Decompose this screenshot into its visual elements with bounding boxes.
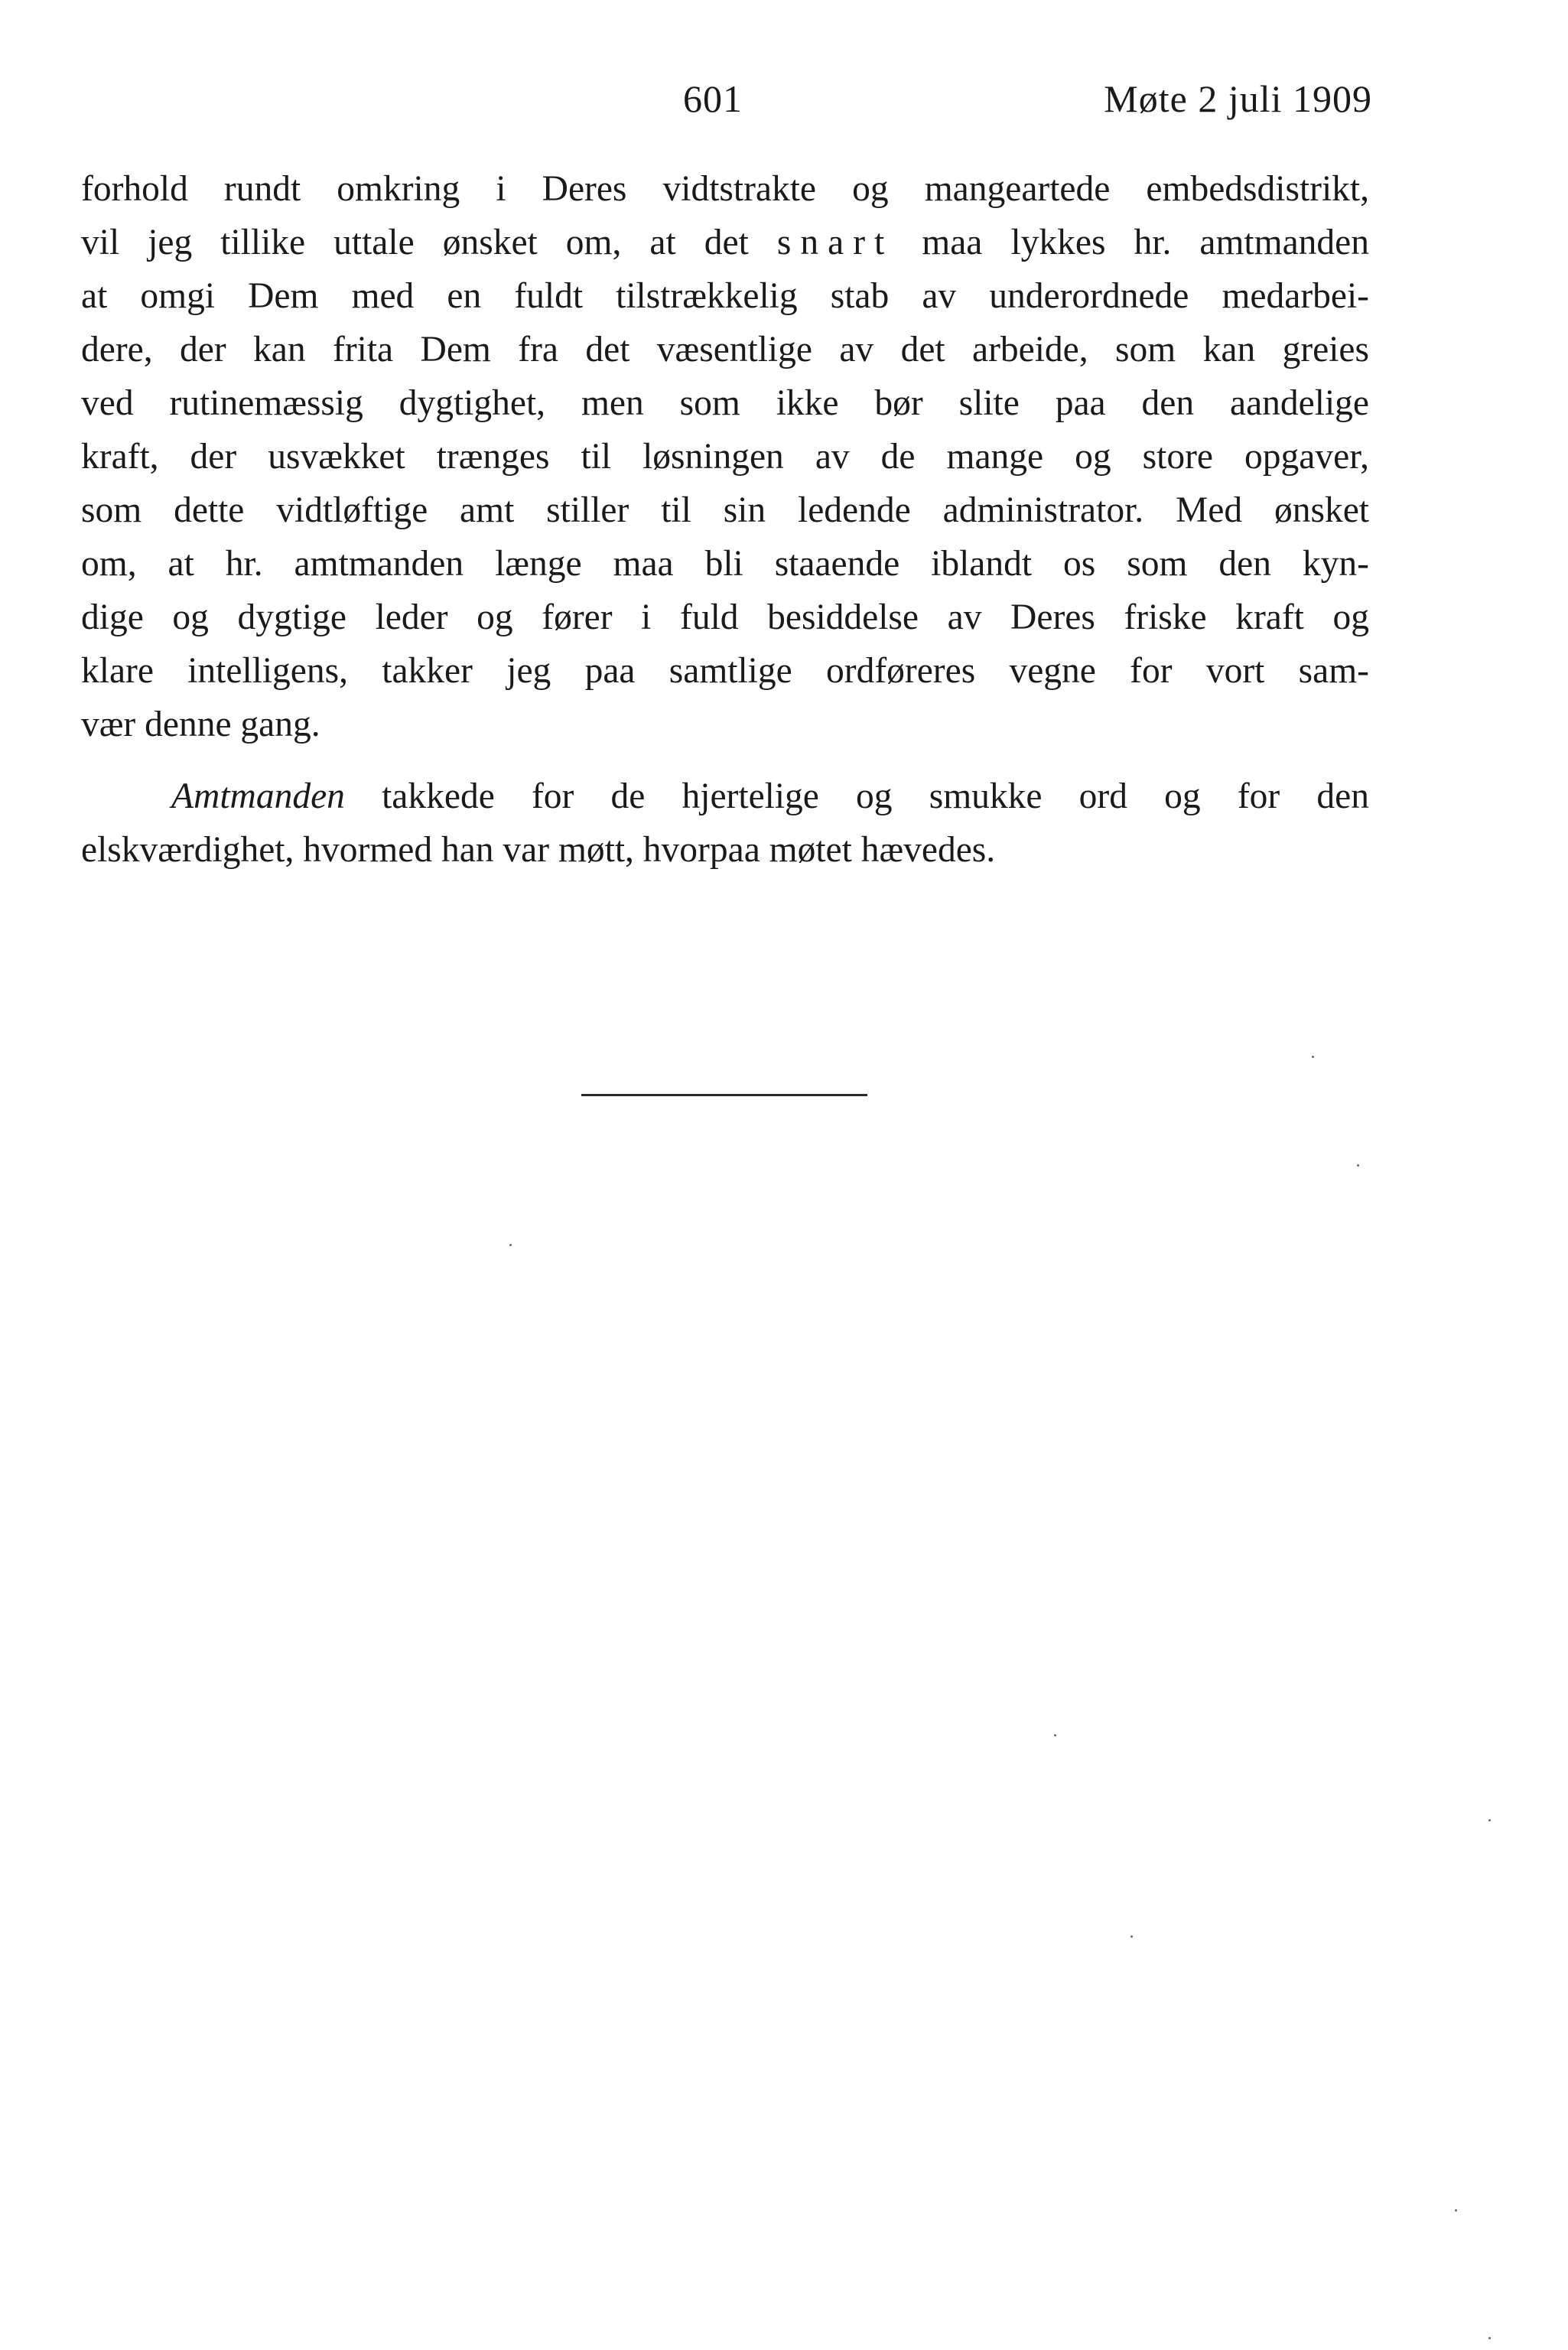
- text-line: om, at hr. amtmanden længe maa bli staaende iblandt os som den kyn-: [81, 544, 1369, 584]
- text-line: [81, 216, 1369, 269]
- paragraph-1: [81, 162, 1369, 751]
- running-head: Møte 2 juli 1909: [1104, 77, 1372, 120]
- scan-speck: [1357, 1164, 1359, 1167]
- scan-speck: [1054, 1734, 1056, 1736]
- text-run: maa lykkes hr. amtmanden: [893, 223, 1369, 262]
- scan-speck: [1488, 2337, 1491, 2339]
- section-divider: [581, 1094, 867, 1096]
- text-line: forhold rundt omkring i Deres vidtstrakte og mangeartede embedsdistrikt,: [81, 169, 1369, 209]
- page-number: 601: [683, 77, 743, 120]
- scan-speck: [1455, 2209, 1457, 2212]
- scan-speck: [1130, 1935, 1133, 1938]
- text-line: [81, 770, 1369, 823]
- text-line: elskværdighet, hvormed han var møtt, hvorpaa møtet hævedes.: [81, 830, 996, 870]
- text-line: ved rutinemæssig dygtighet, men som ikke bør slite paa den aandelige: [81, 383, 1369, 423]
- text-line: vær denne gang.: [81, 705, 320, 744]
- text-run: takkede for de hjertelige og smukke ord og for den: [344, 776, 1369, 816]
- text-line: som dette vidtløftige amt stiller til sin ledende administrator. Med ønsket: [81, 490, 1369, 530]
- scan-speck: [509, 1244, 512, 1246]
- text-line: dige og dygtige leder og fører i fuld besiddelse av Deres friske kraft og: [81, 597, 1369, 637]
- scan-speck: [1312, 1056, 1314, 1058]
- speaker-name: Amtmanden: [171, 776, 345, 816]
- text-line: at omgi Dem med en fuldt tilstrækkelig stab av underordnede medarbei-: [81, 276, 1369, 316]
- text-line: klare intelligens, takker jeg paa samtlige ordføreres vegne for vort sam-: [81, 651, 1369, 691]
- emphasized-word: snart: [776, 223, 894, 262]
- text-line: kraft, der usvækket trænges til løsningen av de mange og store opgaver,: [81, 437, 1369, 477]
- text-run: vil jeg tillike uttale ønsket om, at det: [81, 223, 777, 262]
- paragraph-2: [81, 770, 1369, 877]
- text-line: dere, der kan frita Dem fra det væsentlige av det arbeide, som kan greies: [81, 330, 1369, 369]
- scan-speck: [1488, 1819, 1491, 1821]
